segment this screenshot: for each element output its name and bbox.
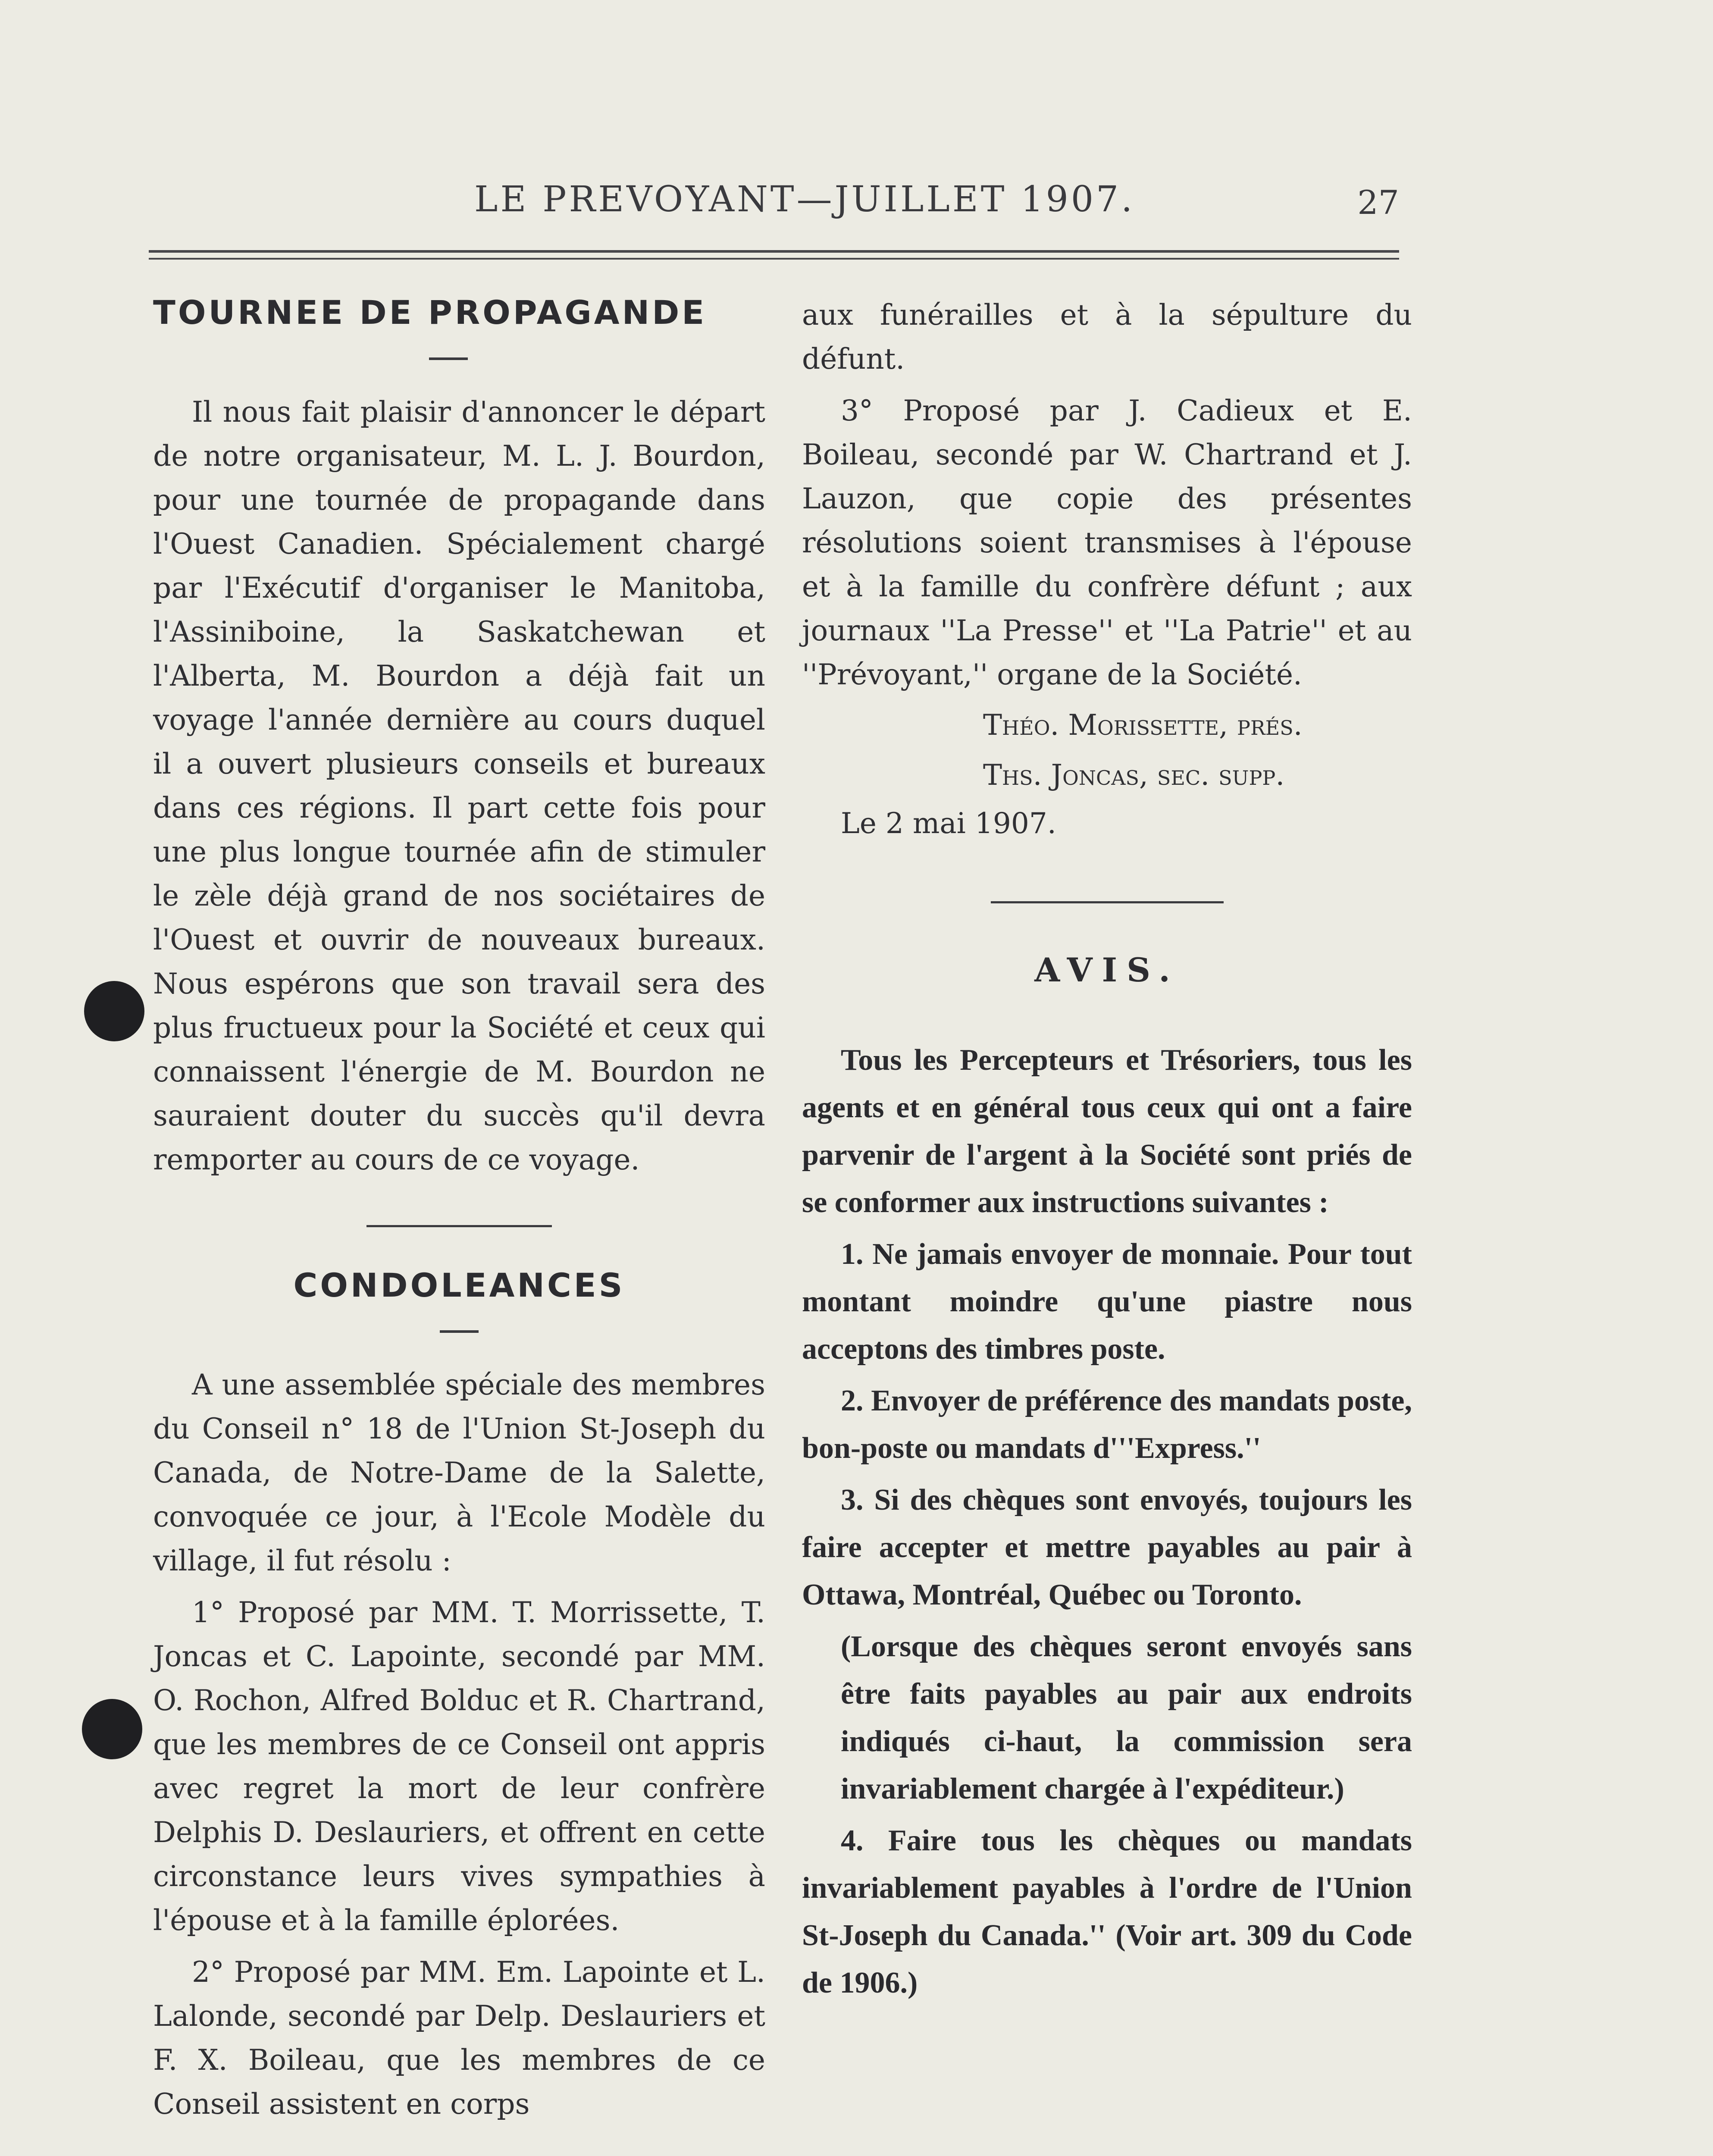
- resolution-continuation: aux funérailles et à la sépulture du défunt.: [802, 298, 1412, 376]
- avis-intro: Tous les Percepteurs et Trésoriers, tous les agents et en général tous ceux qui ont a faire parvenir de l'argent à la Société sont priés de se conformer aux instructions suivantes :: [802, 1044, 1412, 1219]
- title-dash: [440, 1330, 479, 1333]
- avis-item-2: 2. Envoyer de préférence des mandats poste, bon-poste ou mandats d'''Express.'': [802, 1384, 1412, 1465]
- tournee-text: Il nous fait plaisir d'annoncer le départ de notre organisateur, M. L. J. Bourdon, pour une tournée de propagande dans l'Ouest Canadien. Spécialement chargé par l'Exécutif d'organiser le Manitoba, l'Assiniboine, la Saskatchewan et l'Alberta, M. Bourdon a déjà fait un voyage l'année dernière au cours duquel il a ouvert plusieurs conseils et bureaux dans ces régions. Il part cette fois pour une plus longue tournée afin de stimuler le zèle déjà grand de nos sociétaires de l'Ouest et ouvrir de nouveaux bureaux. Nous espérons que son travail sera des plus fructueux pour la Société et ceux qui connaissent l'énergie de M. Bourdon ne sauraient douter du succès qu'il devra remporter au cours de ce voyage.: [153, 395, 765, 1176]
- section-divider: [991, 901, 1224, 903]
- running-title: LE PREVOYANT—JUILLET 1907.: [474, 179, 1135, 220]
- condoleances-resolution-1: 1° Proposé par MM. T. Morrissette, T. Joncas et C. Lapointe, secondé par MM. O. Rochon, Alfred Bolduc et R. Chartrand, que les membres de ce Conseil ont appris avec regret la mort de leur confrère Delphis D. Deslauriers, et offrent en cette circonstance leurs vives sympathies à l'épouse et à la famille éplorées.: [153, 1596, 765, 1937]
- page-header: [149, 170, 1412, 231]
- signature-secretary: Ths. Joncas, sec. supp.: [983, 758, 1285, 792]
- signature-president: Théo. Morissette, prés.: [983, 708, 1303, 742]
- section-divider: [366, 1225, 552, 1227]
- avis-note: (Lorsque des chèques seront envoyés sans être faits payables au pair aux endroits indiqués ci-haut, la commission sera invariablement chargée à l'expéditeur.): [841, 1630, 1412, 1805]
- binding-hole-top: [84, 981, 144, 1041]
- right-column: [802, 293, 1412, 2011]
- binding-hole-bottom: [82, 1699, 142, 1759]
- avis-item-1: 1. Ne jamais envoyer de monnaie. Pour tout montant moindre qu'une piastre nous acceptons des timbres poste.: [802, 1238, 1412, 1366]
- condoleances-title: CONDOLEANCES: [293, 1266, 625, 1304]
- left-column: [153, 293, 765, 2126]
- avis-body: [802, 1037, 1412, 2007]
- header-rule-thin: [149, 258, 1399, 260]
- avis-item-3: 3. Si des chèques sont envoyés, toujours les faire accepter et mettre payables au pair à Ottawa, Montréal, Québec ou Toronto.: [802, 1483, 1412, 1611]
- header-rule: [149, 250, 1399, 253]
- page-number: 27: [1357, 183, 1399, 222]
- avis-title: AVIS.: [1034, 951, 1180, 989]
- tournee-title: TOURNEE DE PROPAGANDE: [153, 293, 707, 332]
- resolution-date: Le 2 mai 1907.: [841, 807, 1056, 840]
- condoleances-paragraph: A une assemblée spéciale des membres du Conseil n° 18 de l'Union St-Joseph du Canada, de Notre-Dame de la Salette, convoquée ce jour, à l'Ecole Modèle du village, il fut résolu :: [153, 1368, 765, 1577]
- condoleances-resolution-2: 2° Proposé par MM. Em. Lapointe et L. Lalonde, secondé par Delp. Deslauriers et F. X. Boileau, que les membres de ce Conseil assistent en corps: [153, 1955, 765, 2121]
- condoleances-resolution-3: 3° Proposé par J. Cadieux et E. Boileau, secondé par W. Chartrand et J. Lauzon, que copie des présentes résolutions soient transmises à l'épouse et à la famille du confrère défunt ; aux journaux ''La Presse'' et ''La Patrie'' et au ''Prévoyant,'' organe de la Société.: [802, 394, 1412, 691]
- avis-item-4: 4. Faire tous les chèques ou mandats invariablement payables à l'ordre de l'Union St-Joseph du Canada.'' (Voir art. 309 du Code de 1906.): [802, 1824, 1412, 1999]
- title-dash: [429, 357, 468, 360]
